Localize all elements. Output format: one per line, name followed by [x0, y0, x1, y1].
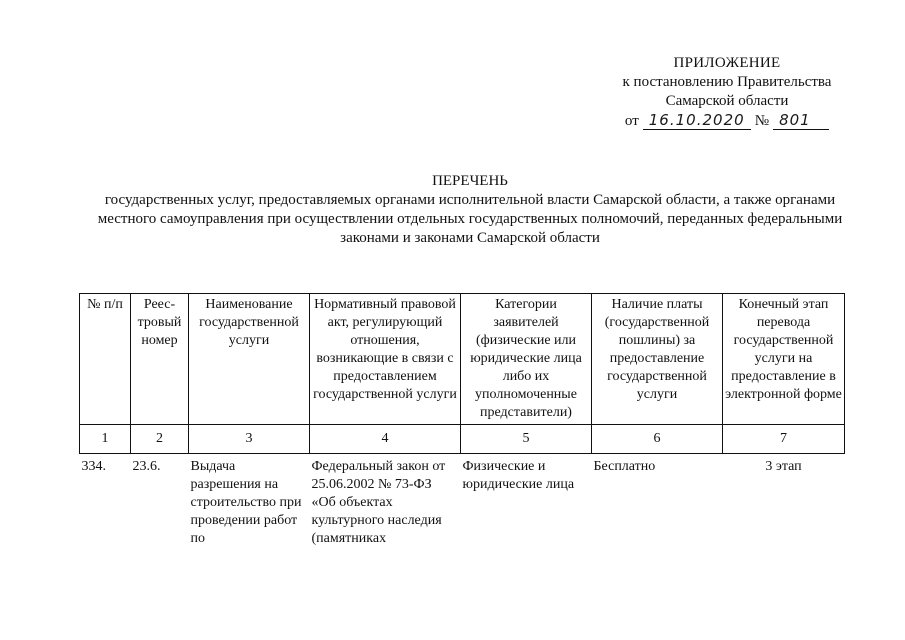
- row-stage: 3 этап: [765, 459, 802, 474]
- heading-subtitle: государственных услуг, предоставляемых органами исполнительной власти Самарской области, а также органами местного самоуправления при осуществлении отдельных государственных полномочий, переданных федеральными законами и законами Самарской области: [97, 192, 843, 246]
- column-number: 5: [461, 425, 592, 454]
- header-cell: Наименование государственной услуги: [189, 294, 310, 425]
- header-cell: Категории заявителей (физические или юридические лица либо их уполномоченные представители): [461, 294, 592, 425]
- column-number: 1: [80, 425, 131, 454]
- date-prefix: от: [624, 113, 639, 129]
- column-number: 3: [189, 425, 310, 454]
- appendix-line-1: к постановлению Правительства: [622, 74, 832, 90]
- column-number: 7: [723, 425, 845, 454]
- appendix-date-line: [612, 112, 842, 131]
- table-header-row: [80, 294, 845, 425]
- row-service-name: Выдача разрешения на строительство при проведении работ по: [190, 459, 302, 546]
- column-number: 2: [131, 425, 189, 454]
- row-legal-act: Федеральный закон от 25.06.2002 № 73-ФЗ «Об объектах культурного наследия (памятниках: [311, 459, 446, 546]
- table-row: [80, 454, 845, 551]
- handwritten-date: 16.10.2020: [643, 112, 751, 130]
- column-number: 4: [310, 425, 461, 454]
- header-cell: Конечный этап перевода государственной услуги на предоставление в электронной форме: [723, 294, 845, 425]
- number-prefix: №: [754, 113, 770, 129]
- document-heading: [90, 172, 850, 248]
- header-cell: Реес-тровый номер: [131, 294, 189, 425]
- header-cell: № п/п: [80, 294, 131, 425]
- appendix-line-2: Самарской области: [665, 93, 789, 109]
- column-number: 6: [592, 425, 723, 454]
- appendix-title: ПРИЛОЖЕНИЕ: [673, 55, 781, 71]
- column-number-row: [80, 425, 845, 454]
- handwritten-number: 801: [773, 112, 829, 130]
- row-number: 334.: [81, 459, 106, 474]
- header-cell: Нормативный правовой акт, регулирующий отношения, возникающие в связи с предоставлением государственной услуги: [310, 294, 461, 425]
- heading-title: ПЕРЕЧЕНЬ: [432, 173, 508, 189]
- services-table: [79, 293, 845, 550]
- row-fee: Бесплатно: [593, 459, 656, 474]
- row-registry-number: 23.6.: [132, 459, 161, 474]
- row-applicants: Физические и юридические лица: [462, 459, 575, 492]
- header-cell: Наличие платы (государственной пошлины) за предоставление государственной услуги: [592, 294, 723, 425]
- appendix-block: [612, 54, 842, 131]
